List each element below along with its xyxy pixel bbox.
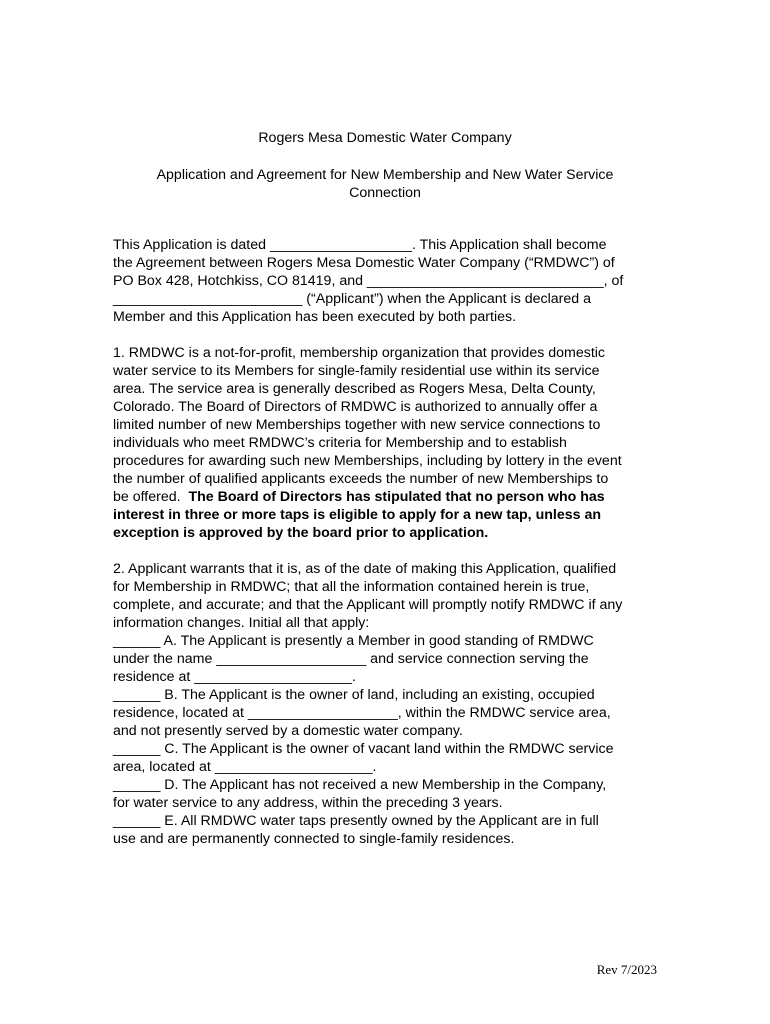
section-1-line: procedures for awarding such new Memberships, including by lottery in the event — [113, 453, 622, 469]
section-1-mixed-line — [113, 488, 658, 506]
option-a-line: residence at ____________________. — [113, 669, 356, 685]
section-1-line: the number of qualified applicants exceeds the number of new Memberships to — [113, 471, 609, 487]
option-c-line: ______ C. The Applicant is the owner of vacant land within the RMDWC service — [113, 741, 614, 757]
intro-line: Member and this Application has been executed by both parties. — [113, 309, 517, 325]
title-line-2: Connection — [349, 185, 421, 201]
intro-line: ________________________ (“Applicant”) when the Applicant is declared a — [113, 291, 592, 307]
section-2-line: for Membership in RMDWC; that all the information contained herein is true, — [113, 579, 590, 595]
intro-paragraph — [113, 236, 658, 326]
section-1-line: area. The service area is generally described as Rogers Mesa, Delta County, — [113, 381, 596, 397]
option-b-line: residence, located at ___________________, within the RMDWC service area, — [113, 705, 611, 721]
option-a-line: under the name ___________________ and service connection serving the — [113, 651, 589, 667]
section-1-line: Colorado. The Board of Directors of RMDWC is authorized to annually offer a — [113, 399, 598, 415]
company-name: Rogers Mesa Domestic Water Company — [258, 130, 512, 146]
intro-line: the Agreement between Rogers Mesa Domestic Water Company (“RMDWC”) of — [113, 255, 615, 271]
option-e-line: ______ E. All RMDWC water taps presently owned by the Applicant are in full — [113, 813, 599, 829]
option-d-line: ______ D. The Applicant has not received a new Membership in the Company, — [113, 777, 607, 793]
option-b-line: ______ B. The Applicant is the owner of land, including an existing, occupied — [113, 687, 595, 703]
section-1-paragraph — [113, 344, 658, 542]
board-stipulation-line: interest in three or more taps is eligible to apply for a new tap, unless an — [113, 507, 602, 523]
section-1-line: limited number of new Memberships together with new service connections to — [113, 417, 601, 433]
paragraph-gap — [113, 326, 658, 344]
option-c-line: area, located at ____________________. — [113, 759, 377, 775]
section-2-line: complete, and accurate; and that the Applicant will promptly notify RMDWC if any — [113, 597, 623, 613]
intro-line: PO Box 428, Hotchkiss, CO 81419, and ______________________________, of — [113, 273, 624, 289]
revision-label: Rev 7/2023 — [596, 962, 657, 977]
option-b-line: and not presently served by a domestic water company. — [113, 723, 463, 739]
board-stipulation-line: exception is approved by the board prior to application. — [113, 525, 489, 541]
title-line-1: Application and Agreement for New Membership and New Water Service — [156, 167, 614, 183]
intro-line: This Application is dated __________________. This Application shall become — [113, 237, 607, 253]
paragraph-gap — [113, 542, 658, 560]
section-1-plain-text: be offered. — [113, 489, 189, 505]
section-1-line: water service to its Members for single-family residential use within its service — [113, 363, 600, 379]
document-body — [113, 236, 658, 848]
section-1-line: individuals who meet RMDWC’s criteria for Membership and to establish — [113, 435, 567, 451]
option-a-line: ______ A. The Applicant is presently a Member in good standing of RMDWC — [113, 633, 594, 649]
option-e-line: use and are permanently connected to single-family residences. — [113, 831, 515, 847]
section-2-line: 2. Applicant warrants that it is, as of the date of making this Application, qualified — [113, 561, 617, 577]
board-stipulation-text: The Board of Directors has stipulated that no person who has — [188, 489, 605, 505]
option-d-line: for water service to any address, within the preceding 3 years. — [113, 795, 503, 811]
section-2-paragraph — [113, 560, 658, 848]
section-1-line: 1. RMDWC is a not-for-profit, membership organization that provides domestic — [113, 345, 606, 361]
document-title — [130, 166, 640, 202]
section-2-line: information changes. Initial all that apply: — [113, 615, 370, 631]
